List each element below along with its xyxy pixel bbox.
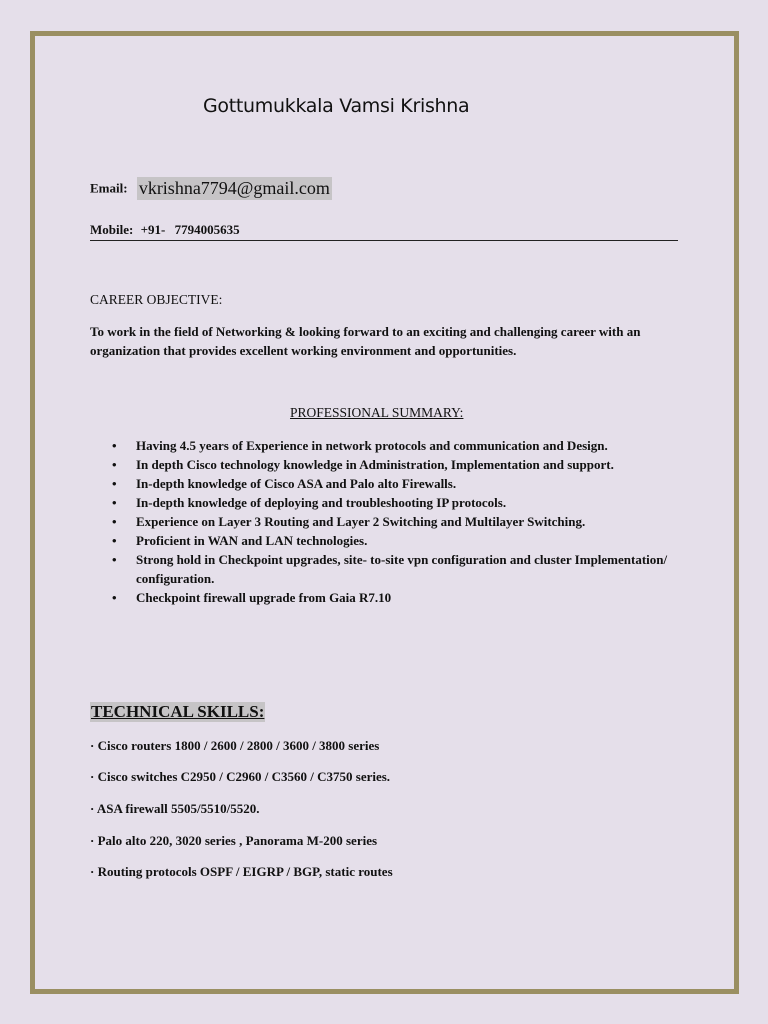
summary-item-text: Strong hold in Checkpoint upgrades, site- to-site vpn configuration and cluster Implementation/ configuration. [136,552,668,586]
skill-item: · Palo alto 220, 3020 series , Panorama M-200 series [90,833,378,848]
summary-item-text: Experience on Layer 3 Routing and Layer 2 Switching and Multilayer Switching. [136,514,586,529]
email-value[interactable]: vkrishna7794@gmail.com [138,178,330,198]
bullet-icon: • [112,590,117,605]
mobile-code: +91- [140,222,166,237]
email-label: Email: [90,180,128,196]
technical-skills-heading: TECHNICAL SKILLS: [91,702,265,721]
summary-item-text: Proficient in WAN and LAN technologies. [136,533,368,548]
skill-item: · Cisco switches C2950 / C2960 / C3560 / C3750 series. [90,769,391,784]
bullet-icon: • [112,476,117,491]
email-row [90,177,332,200]
professional-summary-list [108,436,668,607]
summary-item-text: In-depth knowledge of Cisco ASA and Palo alto Firewalls. [136,476,457,491]
skill-item: · ASA firewall 5505/5510/5520. [90,801,260,816]
career-objective-heading: CAREER OBJECTIVE: [90,292,223,307]
summary-item-text: In-depth knowledge of deploying and troubleshooting IP protocols. [136,495,507,510]
mobile-row [90,222,678,241]
list-item [108,531,668,550]
bullet-icon: • [112,438,117,453]
bullet-icon: • [112,533,117,548]
skill-item: · Routing protocols OSPF / EIGRP / BGP, static routes [90,864,393,879]
list-item [108,436,668,455]
career-objective-text: To work in the field of Networking & looking forward to an exciting and challenging career with an organization that provides excellent working environment and opportunities. [90,324,641,358]
bullet-icon: • [112,457,117,472]
list-item [108,493,668,512]
mobile-label: Mobile: [90,222,134,237]
mobile-number: 7794005635 [174,222,240,237]
bullet-icon: • [112,552,117,567]
list-item [108,455,668,474]
bullet-icon: • [112,495,117,510]
list-item [108,474,668,493]
summary-item-text: In depth Cisco technology knowledge in Administration, Implementation and support. [136,457,614,472]
summary-item-text: Checkpoint firewall upgrade from Gaia R7.10 [136,590,392,605]
skill-item: · Cisco routers 1800 / 2600 / 2800 / 3600 / 3800 series [90,738,380,753]
list-item [108,550,668,588]
candidate-name: Gottumukkala Vamsi Krishna [203,95,470,117]
professional-summary-heading: PROFESSIONAL SUMMARY: [290,405,464,420]
summary-item-text: Having 4.5 years of Experience in network protocols and communication and Design. [136,438,608,453]
bullet-icon: • [112,514,117,529]
list-item [108,512,668,531]
list-item [108,588,668,607]
